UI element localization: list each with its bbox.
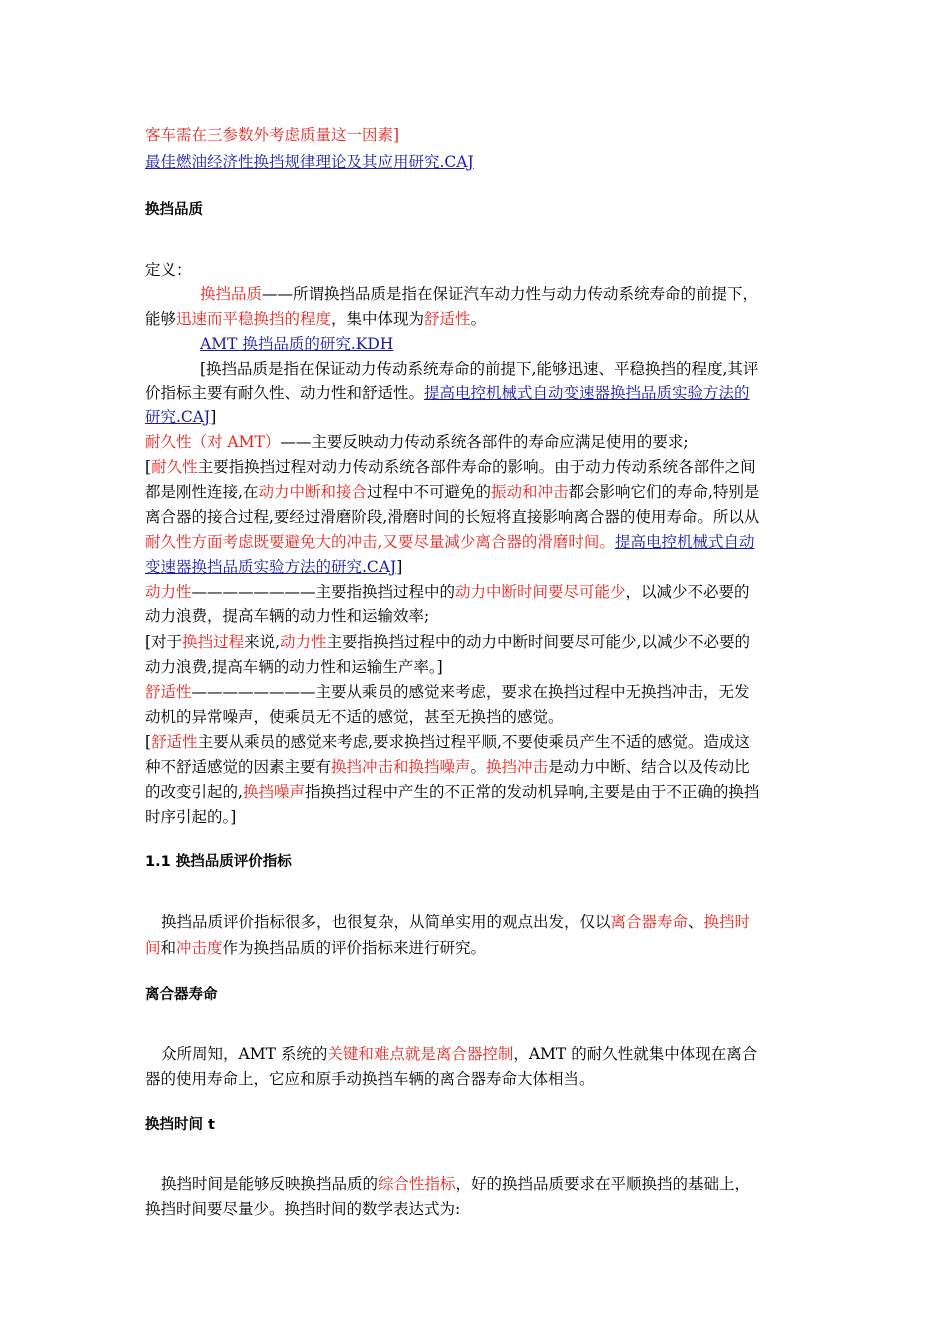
durability-line: 离合器的接合过程,要经过滑磨阶段,滑磨时间的长短将直接影响离合器的使用寿命。所以从 <box>145 508 760 526</box>
reference-link[interactable]: 提高电控机械式自动变速器换挡品质实验方法的 <box>424 384 750 402</box>
text-span: [ <box>145 458 152 476</box>
comfort-line <box>145 755 750 779</box>
highlight-text: 冲击度 <box>176 939 223 957</box>
definition-paragraph-line <box>200 282 758 306</box>
text-span: 来说, <box>244 633 281 651</box>
evaluation-paragraph-line <box>145 936 486 960</box>
text-span: 都会影响它们的寿命,特别是 <box>568 483 760 501</box>
highlight-text: 间 <box>145 939 161 957</box>
shift-time-paragraph-line: 换挡时间要尽量少。换挡时间的数学表达式为: <box>145 1200 461 1218</box>
comfort-line: 动机的异常噪声，使乘员无不适的感觉，甚至无换挡的感觉。 <box>145 708 564 726</box>
text-span: 。 <box>470 310 487 328</box>
power-line: 动力浪费,提高车辆的动力性和运输生产率。] <box>145 658 443 676</box>
text-span: 价指标主要有耐久性、动力性和舒适性。 <box>145 384 425 402</box>
highlight-text: 耐久性 <box>151 458 198 476</box>
highlight-text: 舒适性 <box>424 310 471 328</box>
comfort-line <box>145 730 750 754</box>
intro-line <box>145 123 399 147</box>
term-durability: 耐久性（对 AMT） <box>145 433 281 451</box>
durability-line <box>145 530 754 554</box>
text-span: 主要指换挡过程对动力传动系统各部件寿命的影响。由于动力传动系统各部件之间 <box>197 458 756 476</box>
durability-line <box>145 555 402 579</box>
reference-link[interactable]: AMT 换挡品质的研究.KDH <box>200 335 394 353</box>
text-span: 主要从乘员的感觉来考虑,要求换挡过程平顺,不要使乘员产生不适的感觉。造成这 <box>197 733 750 751</box>
durability-line <box>145 455 756 479</box>
text-span: 换挡时间是能够反映换挡品质的 <box>161 1175 379 1193</box>
text-span: 过程中不可避免的 <box>366 483 491 501</box>
text-span: [对于 <box>145 633 183 651</box>
highlight-text: 换挡噪声 <box>242 783 305 801</box>
highlight-text: 综合性指标 <box>378 1175 456 1193</box>
highlight-text: 舒适性 <box>151 733 198 751</box>
durability-line <box>145 480 759 504</box>
section-heading-shift-time: 换挡时间 t <box>145 1117 215 1133</box>
highlight-text: 离合器寿命 <box>610 913 689 931</box>
definition-paragraph-line <box>145 307 486 331</box>
comfort-line: 时序引起的。] <box>145 808 237 826</box>
quote-line <box>145 381 750 405</box>
shift-time-paragraph-line <box>145 1172 750 1196</box>
text-span: 换挡品质评价指标很多，也很复杂，从简单实用的观点出发，仅以 <box>161 913 611 931</box>
text-span: 和 <box>160 939 177 957</box>
term-shift-quality: 换挡品质 <box>200 285 263 303</box>
reference-line <box>200 332 393 356</box>
power-line: 动力浪费，提高车辆的动力性和运输效率; <box>145 607 430 625</box>
text-span: 是动力中断、结合以及传动比 <box>548 758 750 776</box>
clutch-paragraph-line: 器的使用寿命上，它应和原手动换挡车辆的离合器寿命大体相当。 <box>145 1070 595 1088</box>
text-span: 的改变引起的, <box>145 783 243 801</box>
text-span: ————————主要指换挡过程中的 <box>191 583 456 601</box>
highlight-text: 振动和冲击 <box>490 483 569 501</box>
text-span: ————————主要从乘员的感觉来考虑，要求在换挡过程中无换挡冲击，无发 <box>191 683 750 701</box>
text-span: 都是刚性连接,在 <box>145 483 259 501</box>
highlight-text: 动力中断时间要尽可能少 <box>455 583 626 601</box>
text-span: 主要指换挡过程中的动力中断时间要尽可能少,以减少不必要的 <box>326 633 750 651</box>
highlight-text: 动力中断和接合 <box>258 483 367 501</box>
reference-link[interactable]: 研究.CAJ <box>145 408 211 426</box>
intro-text: 客车需在三参数外考虑质量这一因素] <box>145 126 400 144</box>
text-span: 、 <box>688 913 704 931</box>
term-comfort: 舒适性 <box>145 683 192 701</box>
text-span: ，AMT 的耐久性就集中体现在离合 <box>513 1045 758 1063</box>
highlight-text: 关键和难点就是离合器控制 <box>327 1045 514 1063</box>
section-heading-evaluation-index: 1.1 换挡品质评价指标 <box>145 854 292 870</box>
highlight-text: 耐久性方面考虑既要避免大的冲击,又要尽量减少离合器的滑磨时间。 <box>145 533 615 551</box>
highlight-text: 换挡冲击 <box>486 758 549 776</box>
text-span: ——所谓换挡品质是指在保证汽车动力性与动力传动系统寿命的前提下， <box>262 285 759 303</box>
text-span: 众所周知，AMT 系统的 <box>161 1045 328 1063</box>
highlight-text: 动力性 <box>280 633 327 651</box>
reference-line <box>145 150 474 174</box>
power-line <box>145 580 750 604</box>
term-power: 动力性 <box>145 583 192 601</box>
text-span: [ <box>145 733 152 751</box>
text-span: ，好的换挡品质要求在平顺换挡的基础上， <box>455 1175 751 1193</box>
quote-line <box>145 405 216 429</box>
clutch-paragraph-line <box>145 1042 757 1066</box>
power-line <box>145 630 750 654</box>
text-span: ] <box>396 558 403 576</box>
reference-link[interactable]: 提高电控机械式自动 <box>614 533 755 551</box>
highlight-text: 换挡冲击和换挡噪声 <box>331 758 471 776</box>
reference-link[interactable]: 最佳燃油经济性换挡规律理论及其应用研究.CAJ <box>145 153 474 171</box>
durability-line <box>145 430 689 454</box>
highlight-text: 迅速而平稳换挡的程度 <box>176 310 332 328</box>
evaluation-paragraph-line <box>145 910 750 934</box>
section-heading-clutch-life: 离合器寿命 <box>145 987 218 1003</box>
comfort-line <box>145 780 759 804</box>
text-span: ，集中体现为 <box>331 310 425 328</box>
text-span: ，以减少不必要的 <box>625 583 750 601</box>
text-span: 种不舒适感觉的因素主要有 <box>145 758 332 776</box>
reference-link[interactable]: 变速器换挡品质实验方法的研究.CAJ <box>145 558 397 576</box>
comfort-line <box>145 680 750 704</box>
text-span: ] <box>210 408 217 426</box>
text-span: 能够 <box>145 310 177 328</box>
highlight-text: 换挡时 <box>703 913 751 931</box>
definition-label: 定义： <box>145 261 192 279</box>
quote-line: [换挡品质是指在保证动力传动系统寿命的前提下,能够迅速、平稳换挡的程度,其评 <box>200 360 759 378</box>
text-span: 作为换挡品质的评价指标来进行研究。 <box>222 939 487 957</box>
text-span: 指换挡过程中产生的不正常的发动机异响,主要是由于不正确的换挡 <box>304 783 760 801</box>
text-span: 。 <box>470 758 487 776</box>
text-span: ——主要反映动力传动系统各部件的寿命应满足使用的要求; <box>280 433 689 451</box>
highlight-text: 换挡过程 <box>182 633 245 651</box>
section-heading-shift-quality: 换挡品质 <box>145 202 203 218</box>
